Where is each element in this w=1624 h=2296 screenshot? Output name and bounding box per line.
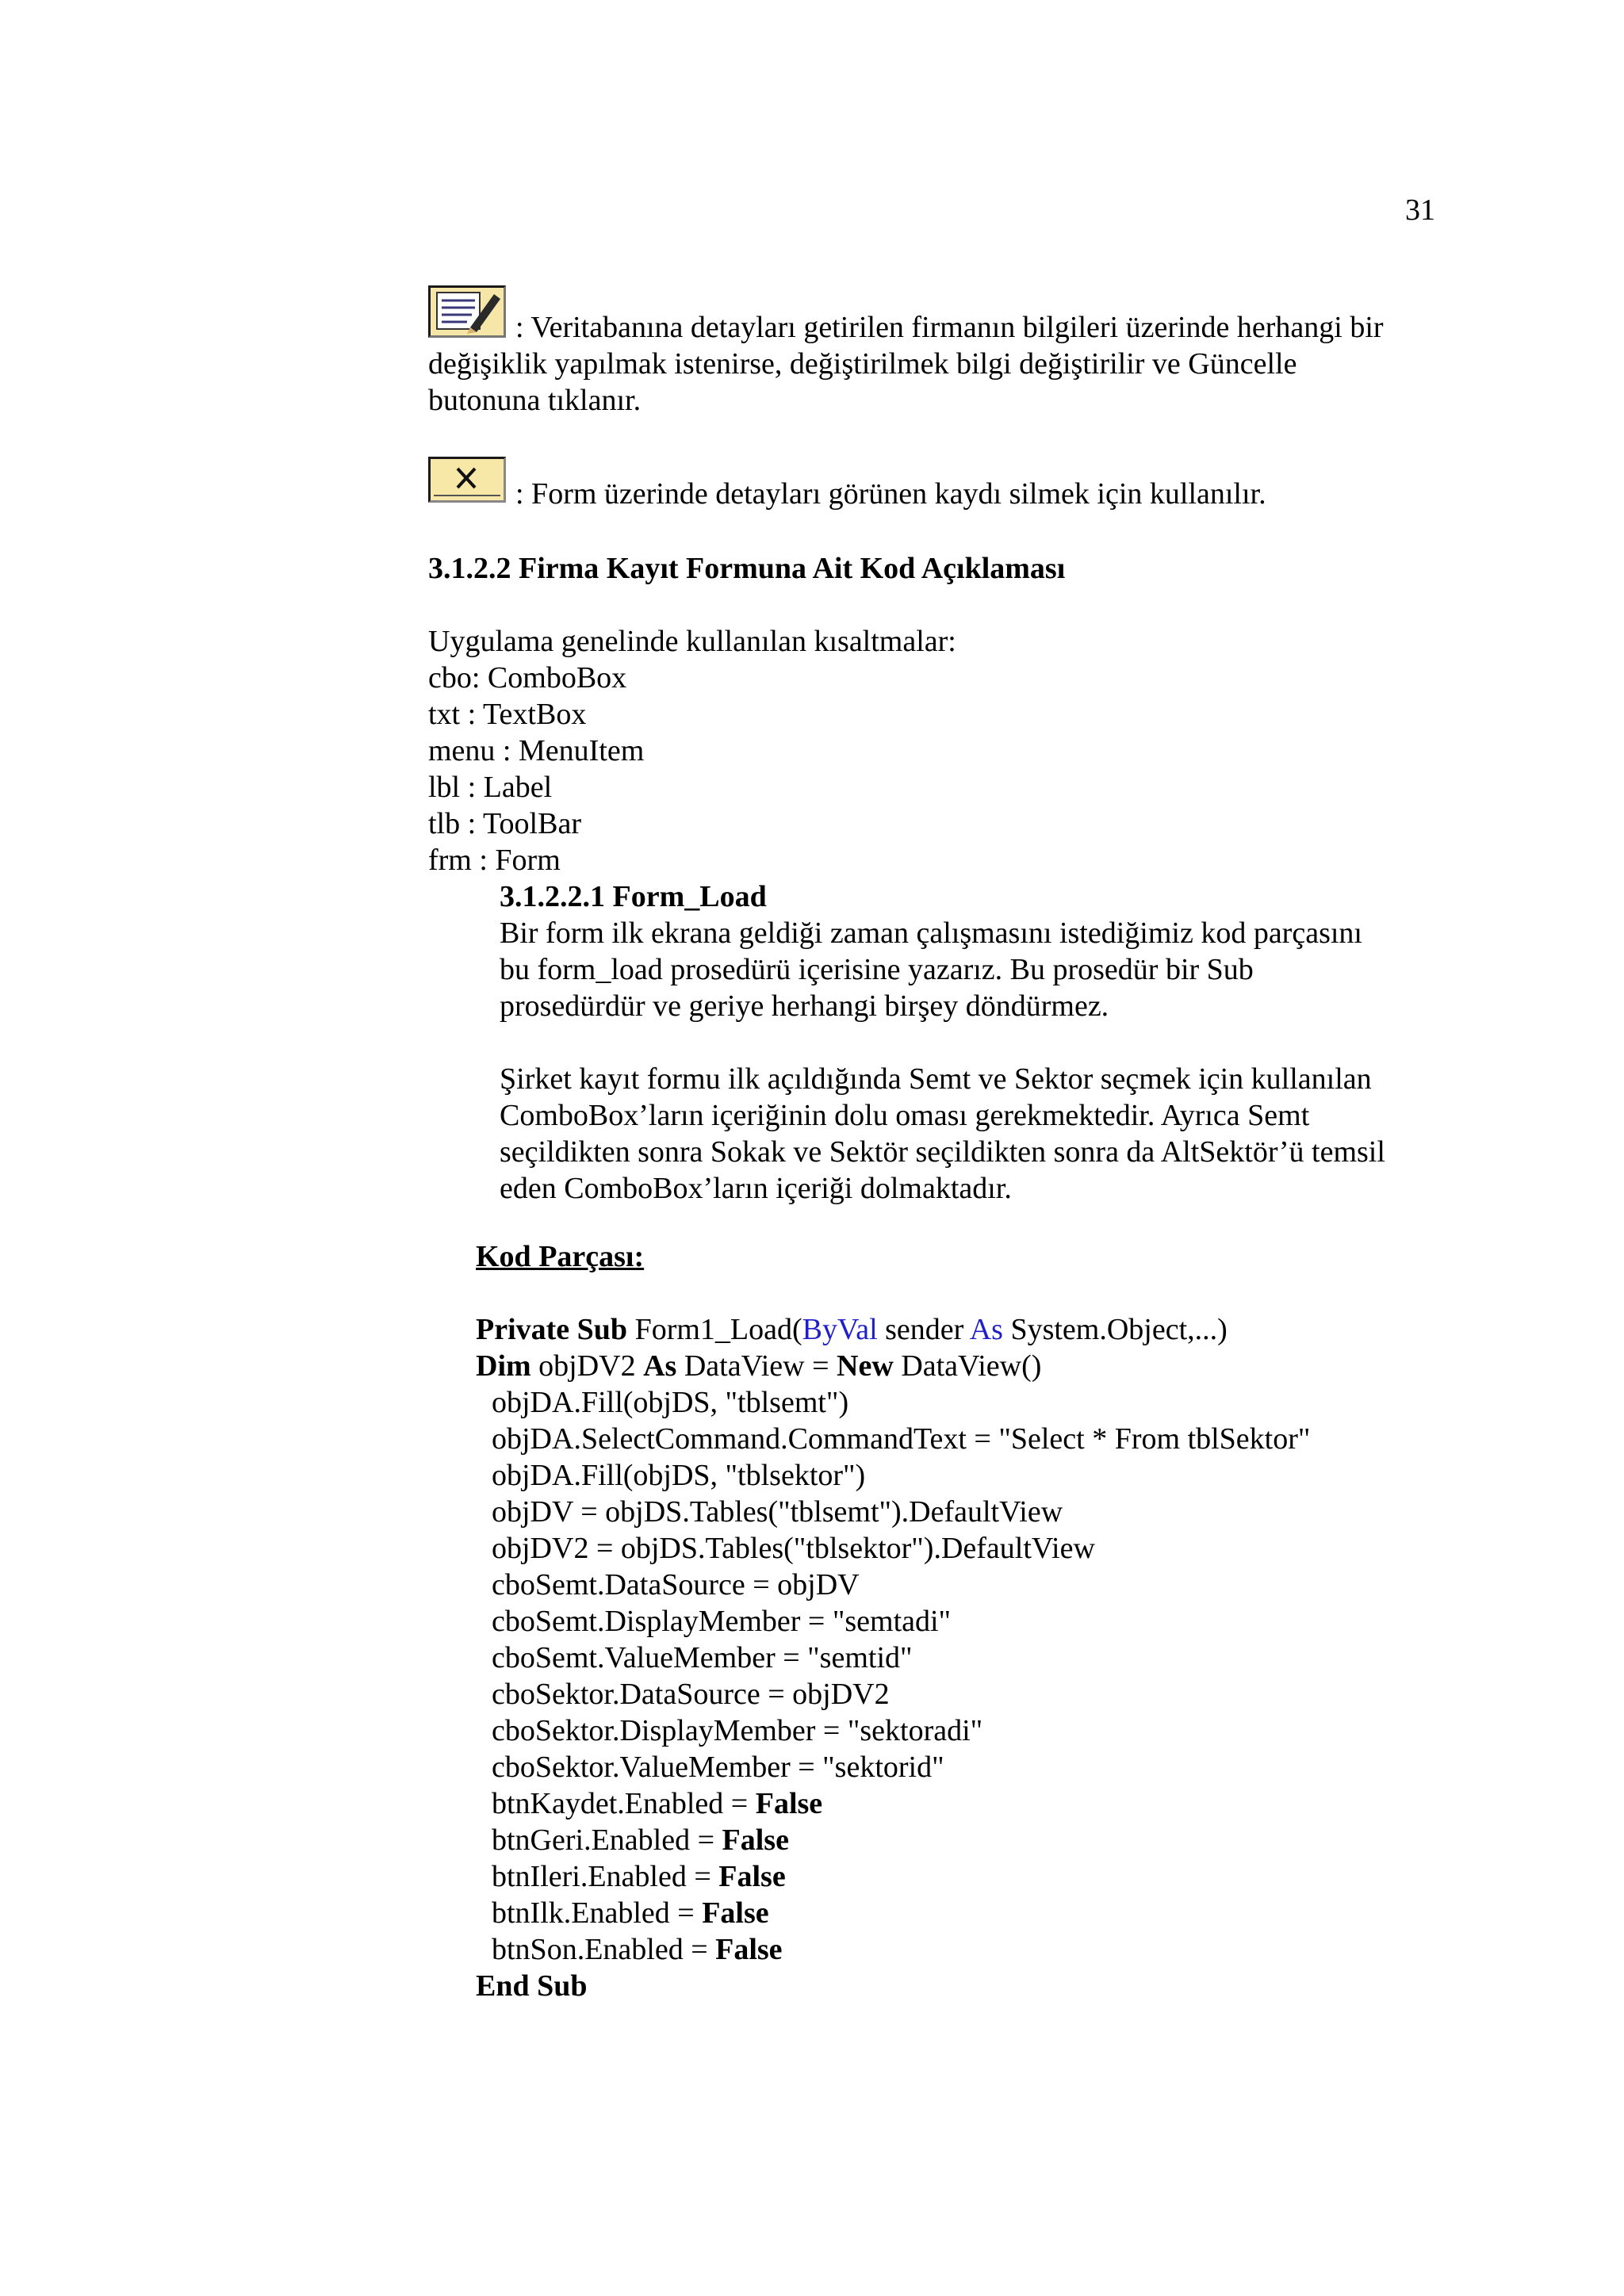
code-keyword: As	[643, 1349, 677, 1383]
close-icon	[428, 457, 506, 503]
code-text: btnKaydet.Enabled =	[492, 1787, 756, 1820]
code-keyword: False	[722, 1823, 789, 1857]
code-keyword: Private Sub	[476, 1313, 628, 1346]
abbreviation-item: menu : MenuItem	[428, 734, 645, 767]
edit-description-line-2: değişiklik yapılmak istenirse, değiştirilmek bilgi değiştirilir ve Güncelle	[428, 347, 1297, 381]
code-text: System.Object,...)	[1002, 1313, 1228, 1346]
code-text: btnIlk.Enabled =	[492, 1896, 703, 1930]
code-line: cboSemt.DisplayMember = "semtadi"	[492, 1605, 952, 1638]
abbreviation-item: tlb : ToolBar	[428, 807, 581, 840]
code-line: objDA.Fill(objDS, "tblsemt")	[492, 1386, 849, 1419]
code-line: objDV = objDS.Tables("tblsemt").DefaultView	[492, 1495, 1063, 1529]
code-line: objDV2 = objDS.Tables("tblsektor").DefaultView	[492, 1532, 1095, 1565]
subsection-heading: 3.1.2.2.1 Form_Load	[500, 880, 767, 913]
code-text: DataView =	[676, 1349, 837, 1383]
code-keyword: Dim	[476, 1349, 531, 1383]
abbreviations-intro: Uygulama genelinde kullanılan kısaltmalar:	[428, 625, 956, 658]
code-line-sub-declaration	[476, 1311, 1228, 1348]
edit-description-line-1: : Veritabanına detayları getirilen firmanın bilgileri üzerinde herhangi bir	[515, 311, 1384, 344]
code-text: btnSon.Enabled =	[492, 1933, 716, 1966]
code-text: sender	[877, 1313, 970, 1346]
code-text: DataView()	[893, 1349, 1042, 1383]
code-line: cboSektor.ValueMember = "sektorid"	[492, 1751, 944, 1784]
code-line-enabled	[492, 1931, 783, 1968]
code-line: cboSemt.ValueMember = "semtid"	[492, 1641, 913, 1674]
edit-description-line-3: butonuna tıklanır.	[428, 384, 642, 417]
paragraph-line: prosedürdür ve geriye herhangi birşey döndürmez.	[500, 989, 1109, 1023]
abbreviation-item: txt : TextBox	[428, 698, 587, 731]
code-keyword: ByVal	[802, 1313, 878, 1346]
code-text: Form1_Load(	[627, 1313, 802, 1346]
code-line-enabled	[492, 1895, 769, 1931]
code-keyword: False	[702, 1896, 769, 1930]
paragraph-line: bu form_load prosedürü içerisine yazarız. Bu prosedür bir Sub	[500, 953, 1254, 986]
paragraph-line: ComboBox’ların içeriğinin dolu oması gerekmektedir. Ayrıca Semt	[500, 1099, 1310, 1132]
code-line: objDA.SelectCommand.CommandText = "Select * From tblSektor"	[492, 1422, 1311, 1456]
code-line: objDA.Fill(objDS, "tblsektor")	[492, 1459, 866, 1492]
delete-description: : Form üzerinde detayları görünen kaydı silmek için kullanılır.	[515, 477, 1266, 511]
code-keyword: False	[755, 1787, 823, 1820]
abbreviation-item: lbl : Label	[428, 771, 553, 804]
paragraph-line: eden ComboBox’ların içeriği dolmaktadır.	[500, 1172, 1012, 1205]
abbreviation-item: cbo: ComboBox	[428, 661, 627, 695]
code-keyword: False	[715, 1933, 783, 1966]
code-line: cboSektor.DataSource = objDV2	[492, 1678, 890, 1711]
code-text: objDV2	[530, 1349, 644, 1383]
page-number: 31	[1405, 193, 1435, 227]
code-keyword: As	[969, 1313, 1003, 1346]
code-line-enabled	[492, 1785, 822, 1822]
code-line-dim	[476, 1348, 1041, 1384]
code-keyword: New	[837, 1349, 894, 1383]
code-text: btnGeri.Enabled =	[492, 1823, 722, 1857]
code-line-enabled	[492, 1858, 786, 1895]
edit-icon	[428, 285, 506, 338]
paragraph-line: seçildikten sonra Sokak ve Sektör seçildikten sonra da AltSektör’ü temsil	[500, 1135, 1385, 1169]
paragraph-line: Bir form ilk ekrana geldiği zaman çalışmasını istediğimiz kod parçasını	[500, 916, 1362, 950]
code-heading: Kod Parçası:	[476, 1240, 645, 1273]
code-line: cboSemt.DataSource = objDV	[492, 1568, 860, 1601]
code-line: cboSektor.DisplayMember = "sektoradi"	[492, 1714, 983, 1747]
section-heading: 3.1.2.2 Firma Kayıt Formuna Ait Kod Açıklaması	[428, 552, 1066, 585]
abbreviation-item: frm : Form	[428, 844, 561, 877]
code-text: btnIleri.Enabled =	[492, 1860, 719, 1893]
code-line-enabled	[492, 1822, 789, 1858]
code-keyword: False	[718, 1860, 786, 1893]
code-line-end-sub: End Sub	[476, 1969, 588, 2003]
paragraph-line: Şirket kayıt formu ilk açıldığında Semt ve Sektor seçmek için kullanılan	[500, 1062, 1372, 1096]
